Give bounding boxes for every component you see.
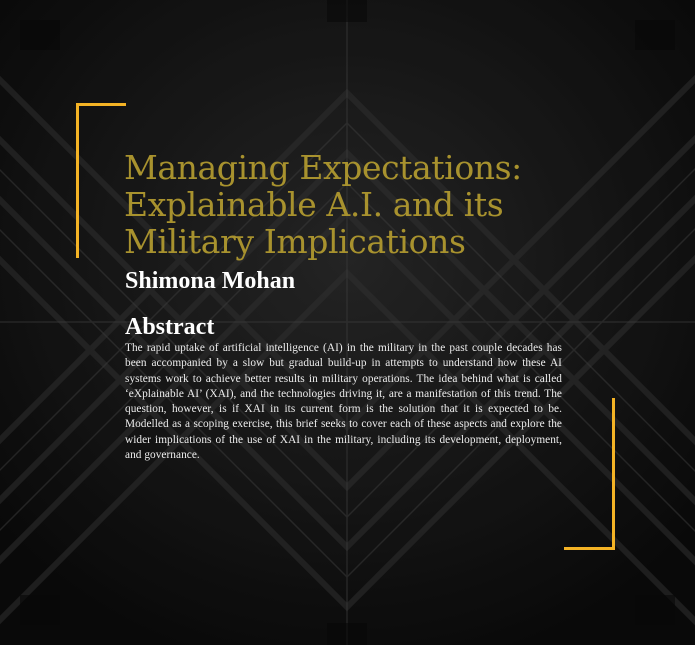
author-name: Shimona Mohan bbox=[125, 268, 296, 294]
abstract-body: The rapid uptake of artificial intelligence (AI) in the military in the past couple decades has been accompanied by a slow but gradual build-up in attempts to understand how these AI systems work to achieve better results in military operations. The idea behind what is called ‘eXplainable AI’ (XAI), and the technologies driving it, are a manifestation of this trend. The question, however, is if XAI in its current form is the solution that it is expected to be. Modelled as a scoping exercise, this brief seeks to cover each of these aspects and explore the wider implications of the use of XAI in the military, including its development, deployment, and governance. bbox=[125, 342, 562, 462]
title-line-3: Military Implications bbox=[124, 222, 466, 261]
gold-corner-bracket-top-left bbox=[76, 103, 126, 258]
abstract-heading: Abstract bbox=[125, 314, 215, 340]
title-line-2: Explainable A.I. and its bbox=[124, 185, 504, 224]
title-line-1: Managing Expectations: bbox=[124, 148, 522, 187]
gold-corner-bracket-bottom-right bbox=[564, 398, 615, 550]
document-title bbox=[124, 149, 564, 260]
